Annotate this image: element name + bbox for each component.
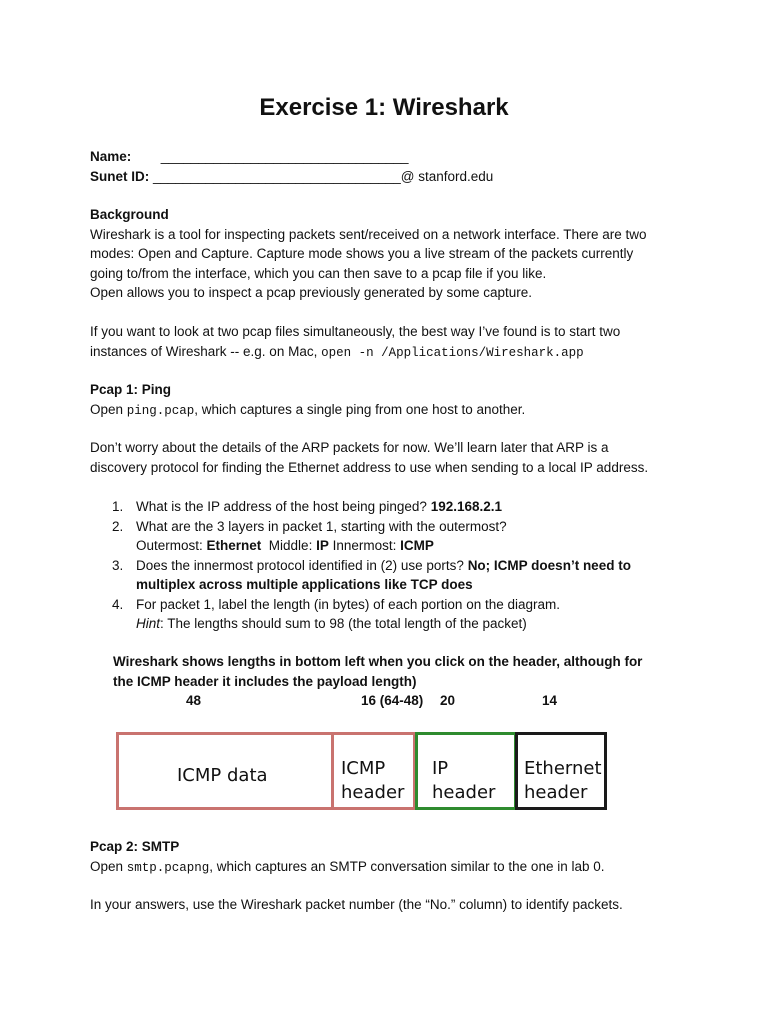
question-text: For packet 1, label the length (in bytes) of each portion on the diagram. [136,596,560,612]
ethernet-header-label: Ethernet [524,758,602,779]
pcap2-open-prefix: Open [90,858,127,874]
answer-note-line: the ICMP header it includes the payload length) [113,673,417,689]
hint-label: Hint [136,616,161,631]
pcap1-open-prefix: Open [90,401,127,417]
question-text: Does the innermost protocol identified in (2) use ports? [136,557,468,573]
name-blank: _________________________________ [160,149,409,164]
tip-line: instances of Wireshark -- e.g. on Mac, [90,343,322,359]
ip-header-box [415,732,517,810]
pcap2-heading: Pcap 2: SMTP [90,839,180,854]
pcap2-open-suffix: , which captures an SMTP conversation similar to the one in lab 0. [209,858,605,874]
answer-label: Middle: [261,538,317,553]
question-list [112,497,672,634]
question-number: 3. [112,557,124,573]
pcap1-open-suffix: , which captures a single ping from one host to another. [194,401,526,417]
tip-line: If you want to look at two pcap files simultaneously, the best way I’ve found is to start two [90,324,621,339]
ip-header-label: header [432,782,496,803]
tip-paragraph [90,322,690,363]
question-text: What are the 3 layers in packet 1, starting with the outermost? [136,518,507,534]
background-line: going to/from the interface, which you can then save to a pcap file if you like. [90,265,547,281]
answer-text: Ethernet [206,538,262,553]
pcap2-note [90,895,690,915]
question-number: 2. [112,518,124,534]
sunet-label: Sunet ID: [90,168,150,184]
background-line: Open allows you to inspect a pcap previously generated by some capture. [90,285,533,300]
ethernet-header-box [515,732,607,810]
icmp-header-label: header [341,782,405,803]
answer-text: 192.168.2.1 [430,499,503,514]
arp-line: discovery protocol for finding the Ethernet address to use when sending to a local IP address. [90,459,649,475]
answer-line [136,536,672,556]
length-labels [0,691,768,711]
arp-line: Don’t worry about the details of the ARP packets for now. We’ll learn later that ARP is a [90,440,609,455]
answer-text: IP [316,538,329,553]
icmp-header-box [331,732,416,810]
background-line: modes: Open and Capture. Capture mode shows you a live stream of the packets currently [90,246,634,261]
question-number: 1. [112,499,124,514]
answer-label: Outermost: [136,538,207,553]
background-heading: Background [90,207,169,222]
answer-text: ICMP [400,538,434,553]
icmp-data-label: ICMP data [177,765,268,786]
answer-note-line: Wireshark shows lengths in bottom left when you click on the header, although for [113,654,643,669]
ethernet-header-label: header [524,782,588,803]
length-ip-header: 20 [440,693,456,708]
background-line: Wireshark is a tool for inspecting packets sent/received on a network interface. There are two [90,226,647,242]
question-item [112,595,672,634]
student-fields [90,147,690,186]
answer-note [113,652,693,691]
pcap1-filename: ping.pcap [126,403,195,418]
length-icmp-data: 48 [186,693,202,708]
sunet-suffix: @ stanford.edu [400,168,494,184]
question-item [112,556,672,595]
pcap2-section [90,837,690,878]
length-ethernet-header: 14 [542,693,558,708]
page-title: Exercise 1: Wireshark [259,94,509,121]
question-text: What is the IP address of the host being pinged? [136,499,431,514]
pcap1-heading: Pcap 1: Ping [90,382,172,397]
question-item [112,497,672,517]
pcap1-section [90,380,690,421]
answer-label: Innermost: [328,538,401,553]
background-section [90,205,690,303]
tip-command: open -n /Applications/Wireshark.app [321,345,584,360]
packet-diagram [112,732,612,818]
pcap2-filename: smtp.pcapng [126,860,210,875]
question-number: 4. [112,596,124,612]
name-label: Name: [90,149,132,164]
hint-text: : The lengths should sum to 98 (the total length of the packet) [160,616,527,631]
arp-paragraph [90,438,690,477]
question-item [112,517,672,556]
ip-header-label: IP [432,758,449,779]
answer-text: No; ICMP doesn’t need to [467,557,631,573]
length-icmp-header: 16 (64-48) [361,693,424,708]
icmp-data-box [116,732,334,810]
sunet-blank: _________________________________ [153,168,401,184]
icmp-header-label: ICMP [341,758,386,779]
pcap2-note-line: In your answers, use the Wireshark packet number (the “No.” column) to identify packets. [90,897,623,912]
answer-text: multiplex across multiple applications like TCP does [136,577,473,592]
